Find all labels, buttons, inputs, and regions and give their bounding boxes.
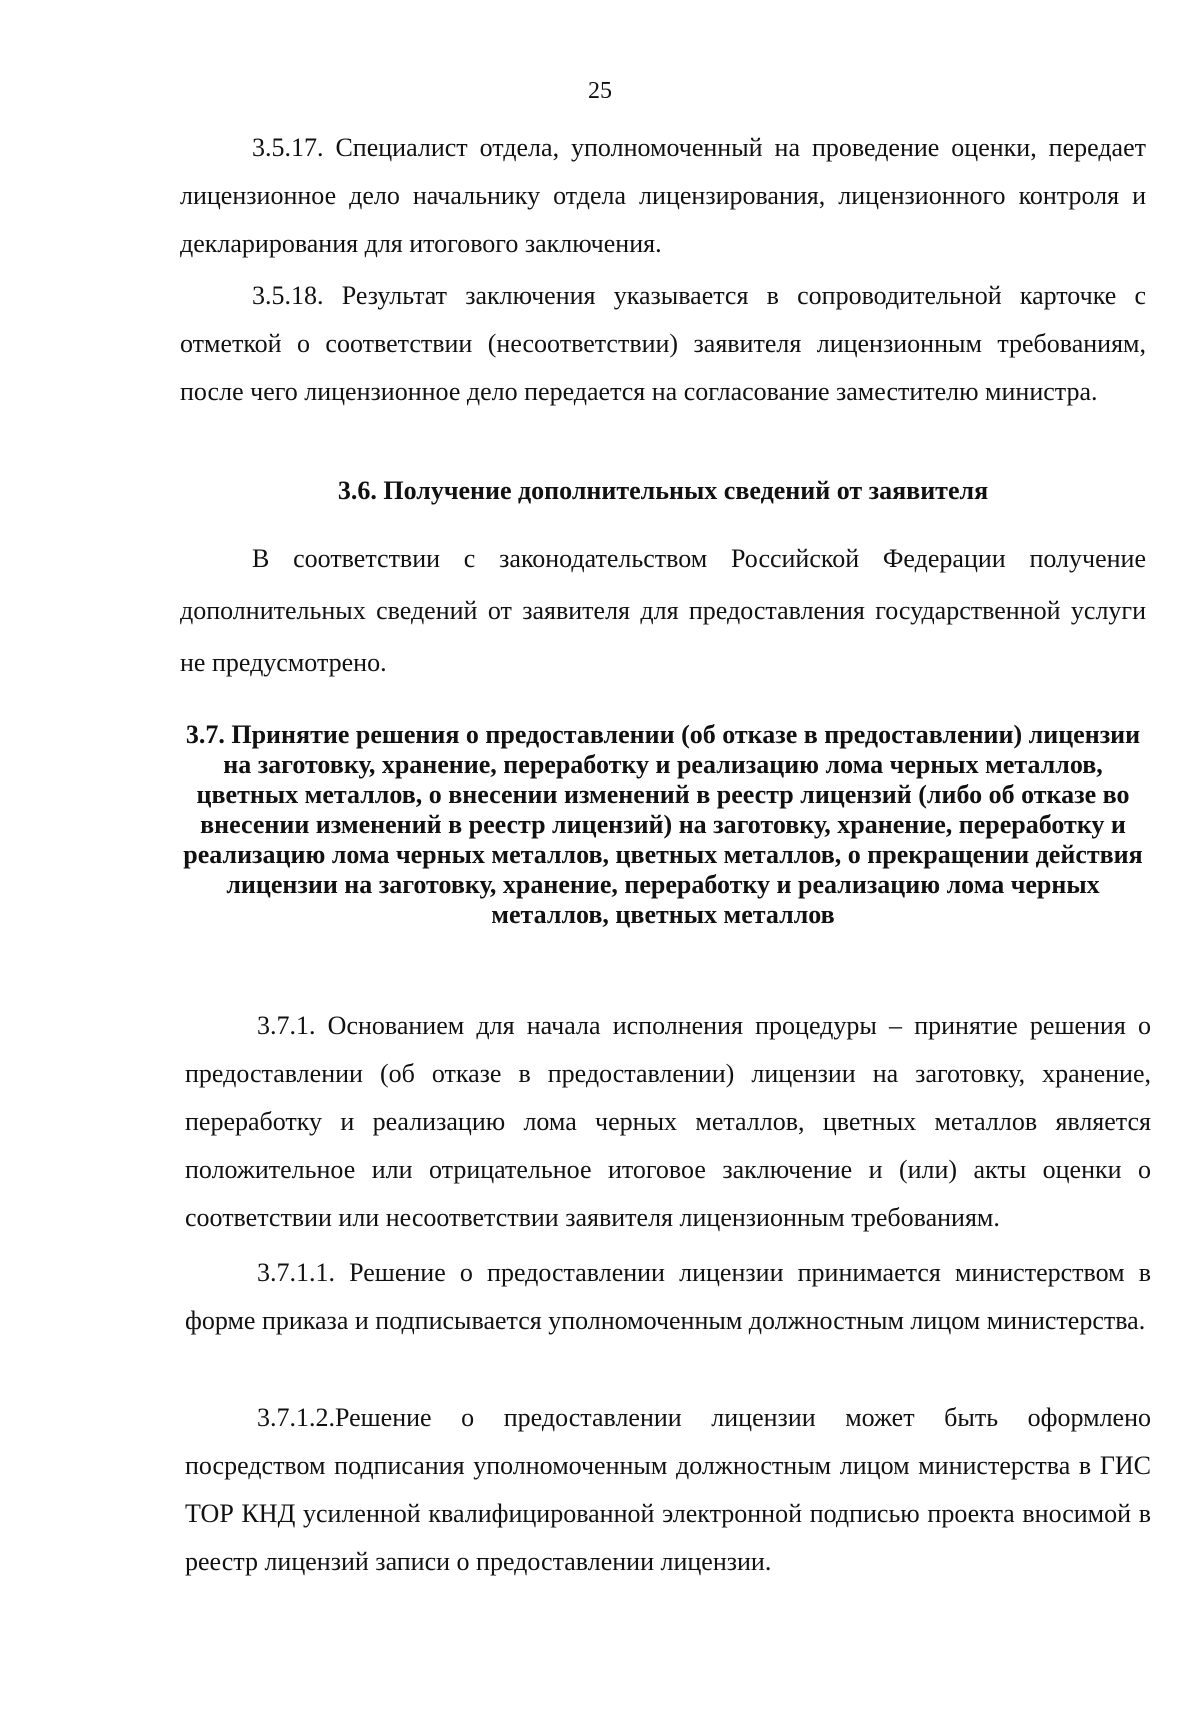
paragraph-3-6-body: В соответствии с законодательством Российской Федерации получение дополнительных сведений от заявителя для предоставления государственной услуги не предусмотрено. (180, 544, 1146, 677)
section-heading-3-7: 3.7. Принятие решения о предоставлении (об отказе в предоставлении) лицензии на заготовку, хранение, переработку и реализацию лома черных металлов, цветных металлов, о внесении изменений в реестр лицензий (либо об отказе во внесении изменений в реестр лицензий) на заготовку, хранение, переработку и реализацию лома черных металлов, цветных металлов, о прекращении действия лицензии на заготовку, хранение, переработку и реализацию лома черных металлов, цветных металлов (183, 720, 1143, 929)
paragraph-3-7-1: 3.7.1. Основанием для начала исполнения процедуры – принятие решения о предоставлении (об отказе в предоставлении) лицензии на заготовку, хранение, переработку и реализацию лома черных металлов, цветных металлов является положительное или отрицательное итоговое заключение и (или) акты оценки о соответствии или несоответствии заявителя лицензионным требованиям. (185, 1011, 1151, 1232)
paragraph-3-5-18: 3.5.18. Результат заключения указывается в сопроводительной карточке с отметкой о соответствии (несоответствии) заявителя лицензионным требованиям, после чего лицензионное дело передается на согласование заместителю министра. (180, 281, 1146, 406)
section-heading-3-6: 3.6. Получение дополнительных сведений от заявителя (337, 476, 989, 505)
paragraph-3-7-1-1: 3.7.1.1. Решение о предоставлении лицензии принимается министерством в форме приказа и подписывается уполномоченным должностным лицом министерства. (185, 1258, 1151, 1335)
paragraph-3-7-1-2: 3.7.1.2.Решение о предоставлении лицензии может быть оформлено посредством подписания уполномоченным должностным лицом министерства в ГИС ТОР КНД усиленной квалифицированной электронной подписью проекта вносимой в реестр лицензий записи о предоставлении лицензии. (185, 1403, 1151, 1576)
page-number: 25 (588, 78, 612, 104)
paragraph-3-5-17: 3.5.17. Специалист отдела, уполномоченный на проведение оценки, передает лицензионное дело начальнику отдела лицензирования, лицензионного контроля и декларирования для итогового заключения. (180, 133, 1146, 258)
